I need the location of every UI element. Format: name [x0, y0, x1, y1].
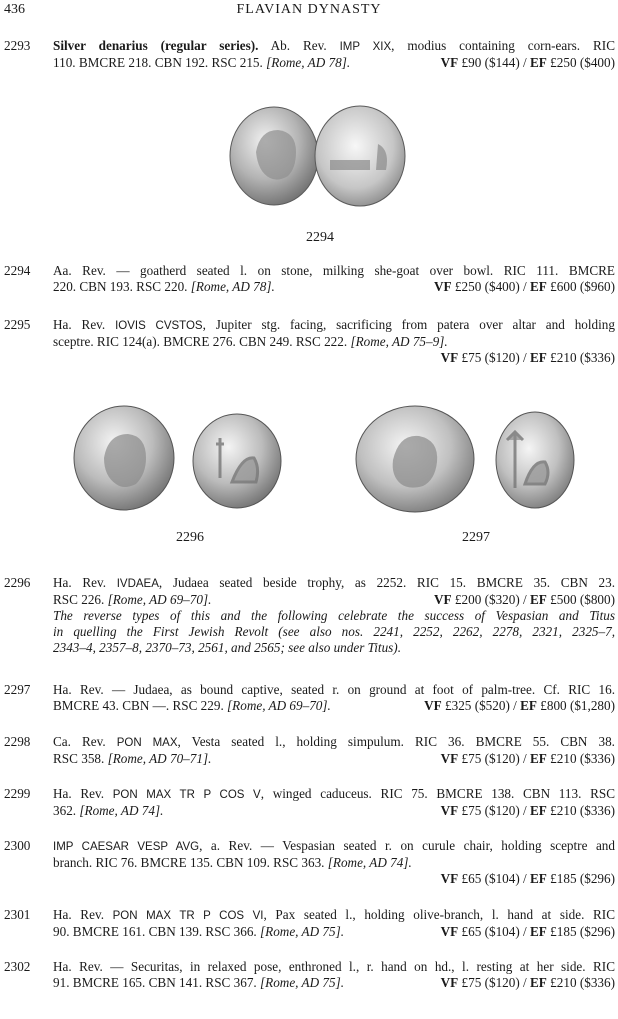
entry-text: Ha. Rev. PON MAX TR P COS V, winged caduceus. RIC 75. BMCRE 138. CBN 113. RSC 362. [Rome, AD 74]. VF £75 ($120) / EF £210 ($336)	[53, 786, 616, 818]
entry-number: 2298	[4, 734, 31, 749]
coin-photo-2296	[72, 404, 284, 514]
figure-caption: 2297	[462, 530, 490, 545]
mint-date: [Rome, AD 75].	[260, 924, 345, 939]
entry-number: 2295	[4, 317, 31, 332]
price-line: VF £325 ($520) / EF £800 ($1,280)	[424, 698, 615, 713]
entry-note: in quelling the First Jewish Revolt (see also nos. 2241, 2252, 2262, 2278, 2321, 2325–7,	[53, 624, 615, 639]
price-line: VF £65 ($104) / EF £185 ($296)	[440, 924, 615, 939]
price-line: VF £75 ($120) / EF £210 ($336)	[440, 803, 615, 818]
entry-number: 2293	[4, 38, 31, 53]
mint-date: [Rome, AD 74].	[79, 803, 164, 818]
entry-number: 2302	[4, 959, 31, 974]
coin-photo-2294	[228, 100, 408, 215]
running-title: FLAVIAN DYNASTY	[236, 2, 382, 17]
entry-text: Ha. Rev. IOVIS CVSTOS, Jupiter stg. facing, sacrificing from patera over altar and holding sceptre. RIC 124(a). BMCRE 276. CBN 249. RSC 222. [Rome, AD 75–9]. VF £75 ($120) / EF £210 ($336)	[53, 317, 615, 365]
reverse-legend: PON MAX TR P COS V	[112, 789, 261, 801]
mint-date: [Rome, AD 69–70].	[227, 698, 331, 713]
entry-note: The reverse types of this and the following celebrate the success of Vespasian and Titus	[53, 608, 615, 623]
entry-text: Ca. Rev. PON MAX, Vesta seated l., holding simpulum. RIC 36. BMCRE 55. CBN 38. RSC 358. [Rome, AD 70–71]. VF £75 ($120) / EF £210 ($336)	[53, 734, 615, 766]
reverse-legend: IVDAEA	[116, 578, 159, 590]
entry-number: 2297	[4, 682, 31, 697]
price-line: VF £75 ($120) / EF £210 ($336)	[440, 350, 615, 365]
price-line: VF £90 ($144) / EF £250 ($400)	[440, 55, 615, 70]
entry-text: Aa. Rev. — goatherd seated l. on stone, milking she-goat over bowl. RIC 111. BMCRE 220. CBN 193. RSC 220. [Rome, AD 78]. VF £250 ($400) / EF £600 ($960)	[53, 263, 615, 294]
mint-date: [Rome, AD 69–70].	[107, 592, 212, 607]
mint-date: [Rome, AD 74].	[327, 855, 412, 870]
page-number: 436	[4, 2, 25, 17]
entry-text: Ha. Rev. — Judaea, as bound captive, seated r. on ground at foot of palm-tree. Cf. RIC 16. BMCRE 43. CBN —. RSC 229. [Rome, AD 69–70]. VF £325 ($520) / EF £800 ($1,280)	[53, 682, 615, 713]
reverse-legend: PON MAX TR P COS VI	[112, 910, 264, 922]
entry-number: 2300	[4, 838, 31, 853]
entry-number: 2299	[4, 786, 31, 801]
price-line: VF £75 ($120) / EF £210 ($336)	[440, 975, 615, 990]
mint-date: [Rome, AD 75].	[260, 975, 345, 990]
entry-number: 2301	[4, 907, 31, 922]
mint-date: [Rome, AD 78].	[266, 55, 351, 70]
entry-number: 2294	[4, 263, 31, 278]
price-line: VF £65 ($104) / EF £185 ($296)	[440, 871, 615, 886]
entry-note: 2343–4, 2357–8, 2370–73, 2561, and 2565; see also under Titus).	[53, 640, 401, 655]
reverse-legend: IOVIS CVSTOS	[115, 320, 203, 332]
mint-date: [Rome, AD 78].	[190, 279, 275, 294]
entry-text: Silver denarius (regular series). Ab. Rev. IMP XIX, modius containing corn-ears. RIC 110. BMCRE 218. CBN 192. RSC 215. [Rome, AD 78]. VF £90 ($144) / EF £250 ($400)	[53, 38, 615, 70]
mint-date: [Rome, AD 70–71].	[107, 751, 212, 766]
obverse-legend: IMP XIX	[339, 41, 392, 53]
price-line: VF £75 ($120) / EF £210 ($336)	[440, 751, 615, 766]
entry-text: Ha. Rev. PON MAX TR P COS VI, Pax seated l., holding olive-branch, l. hand at side. RIC 90. BMCRE 161. CBN 139. RSC 366. [Rome, AD 75]. VF £65 ($104) / EF £185 ($296)	[53, 907, 615, 939]
obverse-legend: IMP CAESAR VESP AVG	[53, 841, 200, 853]
entry-number: 2296	[4, 575, 31, 590]
entry-text: Ha. Rev. — Securitas, in relaxed pose, enthroned l., r. hand on hd., l. resting at her side. RIC 91. BMCRE 165. CBN 141. RSC 367. [Rome, AD 75]. VF £75 ($120) / EF £210 ($336)	[53, 959, 615, 990]
entry-text: IMP CAESAR VESP AVG, a. Rev. — Vespasian seated r. on curule chair, holding sceptre and branch. RIC 76. BMCRE 135. CBN 109. RSC 363. [Rome, AD 74]. VF £65 ($104) / EF £185 ($296)	[53, 838, 615, 886]
reverse-legend: PON MAX	[116, 737, 178, 749]
entry-text: Ha. Rev. IVDAEA, Judaea seated beside trophy, as 2252. RIC 15. BMCRE 35. CBN 23. RSC 226. [Rome, AD 69–70]. VF £200 ($320) / EF £500 ($800) The reverse types of this and the following celebrate the success of Vespasian and Titus in quelling the First Jewish Revolt (see also nos. 2241, 2252, 2262, 2278, 2321, 2325–7, 2343–4, 2357–8, 2370–73, 2561, and 2565; see also under Titus).	[53, 575, 615, 655]
figure-caption: 2296	[176, 530, 204, 545]
coin-photo-2297	[355, 404, 575, 514]
price-line: VF £200 ($320) / EF £500 ($800)	[434, 592, 615, 607]
figure-caption: 2294	[306, 230, 334, 245]
price-line: VF £250 ($400) / EF £600 ($960)	[434, 279, 615, 294]
mint-date: [Rome, AD 75–9].	[350, 334, 448, 349]
